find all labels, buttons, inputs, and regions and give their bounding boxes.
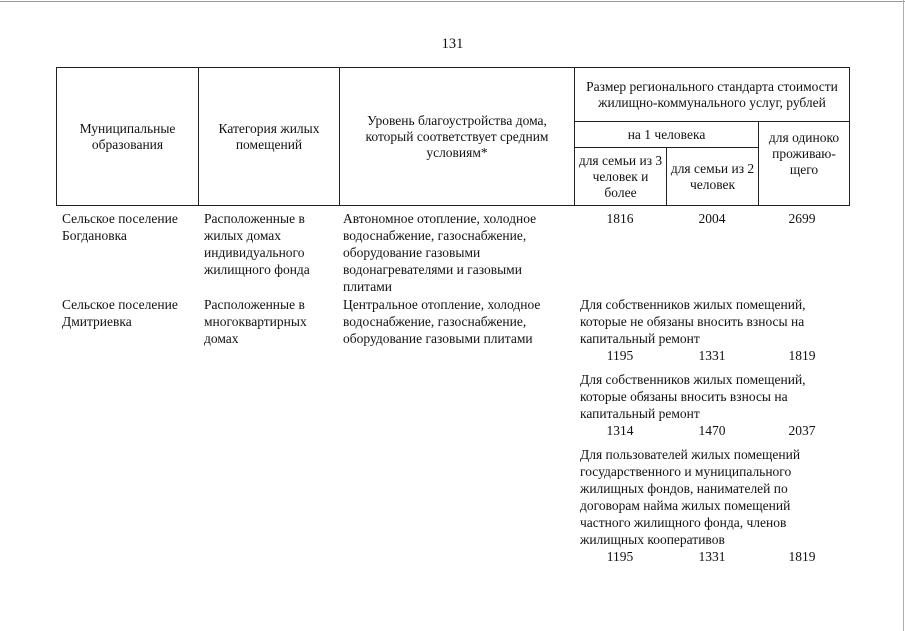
row2-subgroup3-single: 1819 <box>788 549 816 564</box>
row2-municipality: Сельское поселение Дмитриевка <box>62 297 178 329</box>
header-level: Уровень благоустройства дома, который соответствует средним условиям* <box>340 68 575 206</box>
row2-subgroup1-label: Для собственников жилых помещений, которые не обязаны вносить взносы на капитальный ремонт <box>580 297 806 346</box>
row2-subgroup3-family3: 1195 <box>606 549 634 564</box>
header-family3: для семьи из 3 человек и более <box>575 148 667 206</box>
row1-value-family2: 2004 <box>698 211 726 226</box>
header-per-person: на 1 человека <box>575 122 759 148</box>
row2-subgroup2-label: Для собственников жилых помещений, которые обязаны вносить взносы на капитальный ремонт <box>580 372 806 421</box>
row2-subgroup2-family2: 1470 <box>698 423 726 438</box>
header-category: Категория жилых помещений <box>199 68 340 206</box>
row2-category: Расположенные в многоквартирных домах <box>204 297 307 346</box>
row2-subgroup1-family3: 1195 <box>606 348 634 363</box>
row1-municipality: Сельское поселение Богдановка <box>62 211 178 243</box>
row1-category: Расположенные в жилых домах индивидуального жилищного фонда <box>204 211 310 277</box>
header-standard-title: Размер регионального стандарта стоимости жилищно-коммунального услуг, рублей <box>575 68 850 122</box>
header-municipality: Муниципальные образования <box>57 68 199 206</box>
row2-subgroup2-family3: 1314 <box>606 423 634 438</box>
row2-subgroup3-family2: 1331 <box>698 549 726 564</box>
table-header <box>56 67 850 206</box>
row2-subgroup1-family2: 1331 <box>698 348 726 363</box>
row2-level: Центральное отопление, холодное водоснабжение, газоснабжение, оборудование газовыми плитами <box>343 297 541 346</box>
row1-value-family3: 1816 <box>606 211 634 226</box>
header-family2: для семьи из 2 человек <box>667 148 759 206</box>
page-number: 131 <box>441 36 464 52</box>
row1-level: Автономное отопление, холодное водоснабжение, газоснабжение, оборудование газовыми водонагревателями и газовыми плитами <box>343 211 537 294</box>
scan-edge-top <box>0 1 905 2</box>
scan-edge-right <box>903 0 904 631</box>
row2-subgroup2-single: 2037 <box>788 423 816 438</box>
header-single: для одиноко проживаю-щего <box>759 122 850 206</box>
row1-value-single: 2699 <box>788 211 816 226</box>
row2-subgroup1-single: 1819 <box>788 348 816 363</box>
row2-subgroup3-label: Для пользователей жилых помещений государственного и муниципального жилищных фондов, нанимателей по договорам найма жилых помещений частного жилищного фонда, членов жилищных кооперативов <box>580 447 801 547</box>
